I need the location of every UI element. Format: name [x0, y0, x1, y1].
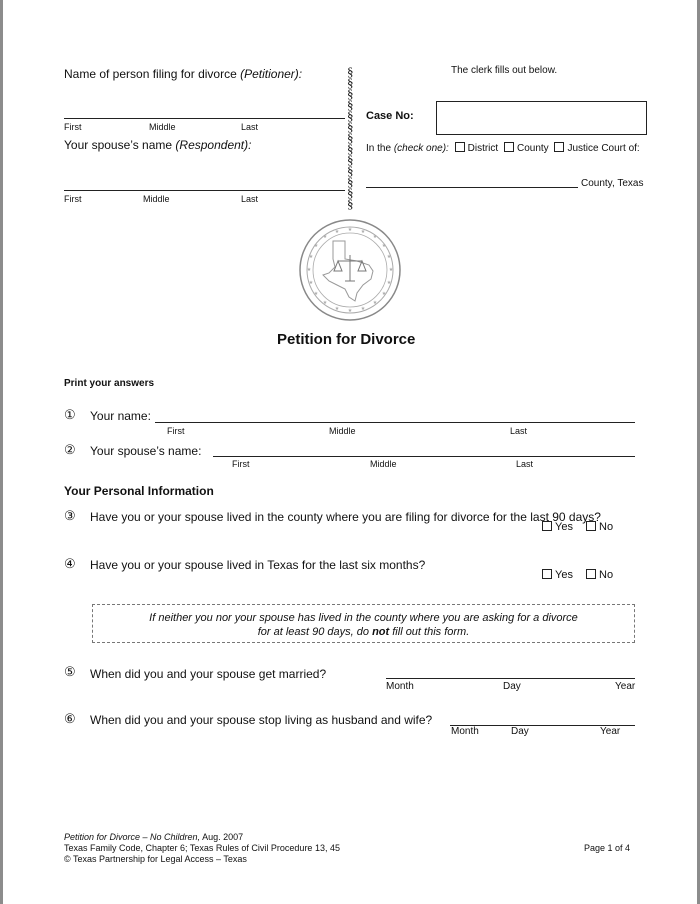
- marriage-year-label: Year: [615, 681, 636, 692]
- svg-text:★: ★: [322, 300, 328, 306]
- svg-text:★: ★: [386, 280, 392, 286]
- page-title: Petition for Divorce: [277, 331, 416, 348]
- svg-text:★: ★: [372, 234, 378, 240]
- svg-text:★: ★: [313, 243, 319, 249]
- spouse-first-label: First: [232, 459, 250, 469]
- question-6-text: When did you and your spouse stop living as husband and wife?: [90, 713, 433, 727]
- your-name-line[interactable]: [155, 422, 635, 423]
- q4-no-checkbox[interactable]: [586, 569, 596, 579]
- svg-text:★: ★: [360, 306, 366, 312]
- svg-text:★: ★: [388, 267, 394, 273]
- separation-day-label: Day: [511, 726, 529, 737]
- svg-text:★: ★: [334, 306, 340, 312]
- case-no-label: Case No:: [366, 110, 414, 122]
- court-type-row: In the (check one): District County Justice Court of:: [366, 143, 640, 154]
- question-1-label: Your name:: [90, 409, 151, 423]
- spouse-last-label: Last: [516, 459, 534, 469]
- justice-court-checkbox[interactable]: [554, 142, 564, 152]
- footer-code-reference: Texas Family Code, Chapter 6; Texas Rules of Civil Procedure 13, 45: [64, 843, 340, 853]
- form-page: [3, 0, 697, 904]
- svg-text:★: ★: [313, 291, 319, 297]
- q4-no-label: No: [599, 569, 614, 581]
- q3-yes-label: Yes: [555, 521, 573, 533]
- svg-text:★: ★: [347, 308, 353, 314]
- respondent-label: Your spouse’s name (Respondent):: [64, 138, 252, 152]
- petitioner-label: Name of person filing for divorce (Petitioner):: [64, 67, 303, 81]
- county-label: County: [516, 143, 549, 154]
- question-4-options: [542, 569, 613, 581]
- svg-text:★: ★: [308, 280, 314, 286]
- respondent-middle-label: Middle: [143, 194, 170, 204]
- svg-text:★: ★: [372, 300, 378, 306]
- spouse-name-line[interactable]: [213, 456, 635, 457]
- county-checkbox[interactable]: [504, 142, 514, 152]
- svg-text:★: ★: [322, 234, 328, 240]
- petitioner-name-line[interactable]: [64, 118, 345, 119]
- svg-text:★: ★: [308, 254, 314, 260]
- clerk-note: The clerk fills out below.: [451, 65, 558, 76]
- petitioner-middle-label: Middle: [149, 122, 176, 132]
- footer-form-name: Petition for Divorce – No Children, Aug. 2007: [64, 832, 244, 842]
- q4-yes-checkbox[interactable]: [542, 569, 552, 579]
- your-middle-label: Middle: [329, 426, 356, 436]
- respondent-first-label: First: [64, 194, 82, 204]
- separation-month-label: Month: [451, 726, 479, 737]
- print-answers-note: Print your answers: [64, 378, 155, 389]
- separation-year-label: Year: [600, 726, 621, 737]
- q3-no-label: No: [599, 521, 614, 533]
- texas-seal-icon: [299, 219, 401, 321]
- question-6-number: ⑥: [64, 711, 76, 726]
- question-2-label: Your spouse’s name:: [90, 444, 202, 458]
- county-texas-label: County, Texas: [581, 178, 644, 189]
- district-label: District: [467, 143, 499, 154]
- q3-yes-checkbox[interactable]: [542, 521, 552, 531]
- marriage-month-label: Month: [386, 681, 414, 692]
- svg-text:★: ★: [381, 243, 387, 249]
- question-2-number: ②: [64, 442, 76, 457]
- question-1-number: ①: [64, 407, 76, 422]
- svg-text:★: ★: [334, 229, 340, 235]
- residency-notice: [92, 604, 635, 643]
- question-3-number: ③: [64, 508, 76, 523]
- svg-text:★: ★: [360, 229, 366, 235]
- svg-text:★: ★: [381, 291, 387, 297]
- notice-line-1: If neither you nor your spouse has lived in the county where you are asking for a divorce: [149, 612, 578, 624]
- question-3-text: Have you or your spouse lived in the county where you are filing for divorce for the last 90 days?: [90, 510, 601, 524]
- footer-page-number: Page 1 of 4: [584, 843, 631, 853]
- svg-text:★: ★: [347, 227, 353, 233]
- footer-copyright: © Texas Partnership for Legal Access – Texas: [64, 854, 247, 864]
- q4-yes-label: Yes: [555, 569, 573, 581]
- petitioner-last-label: Last: [241, 122, 259, 132]
- marriage-date-line[interactable]: [386, 678, 635, 679]
- case-no-box[interactable]: [436, 101, 647, 135]
- justice-court-label: Justice Court of:: [567, 143, 640, 154]
- section-symbol-column: § § § § § § § § § § § § §: [347, 64, 354, 211]
- district-checkbox[interactable]: [455, 142, 465, 152]
- question-5-number: ⑤: [64, 664, 76, 679]
- spouse-middle-label: Middle: [370, 459, 397, 469]
- svg-text:★: ★: [386, 254, 392, 260]
- respondent-name-line[interactable]: [64, 190, 345, 191]
- question-4-number: ④: [64, 556, 76, 571]
- question-4-text: Have you or your spouse lived in Texas for the last six months?: [90, 558, 426, 572]
- personal-info-heading: Your Personal Information: [64, 484, 214, 498]
- respondent-last-label: Last: [241, 194, 259, 204]
- county-line[interactable]: [366, 187, 578, 188]
- question-3-options: [542, 521, 613, 533]
- notice-line-2: for at least 90 days, do not fill out this form.: [257, 626, 470, 638]
- your-first-label: First: [167, 426, 185, 436]
- your-last-label: Last: [510, 426, 528, 436]
- question-5-text: When did you and your spouse get married?: [90, 667, 327, 681]
- q3-no-checkbox[interactable]: [586, 521, 596, 531]
- petitioner-first-label: First: [64, 122, 82, 132]
- svg-text:★: ★: [306, 267, 312, 273]
- marriage-day-label: Day: [503, 681, 521, 692]
